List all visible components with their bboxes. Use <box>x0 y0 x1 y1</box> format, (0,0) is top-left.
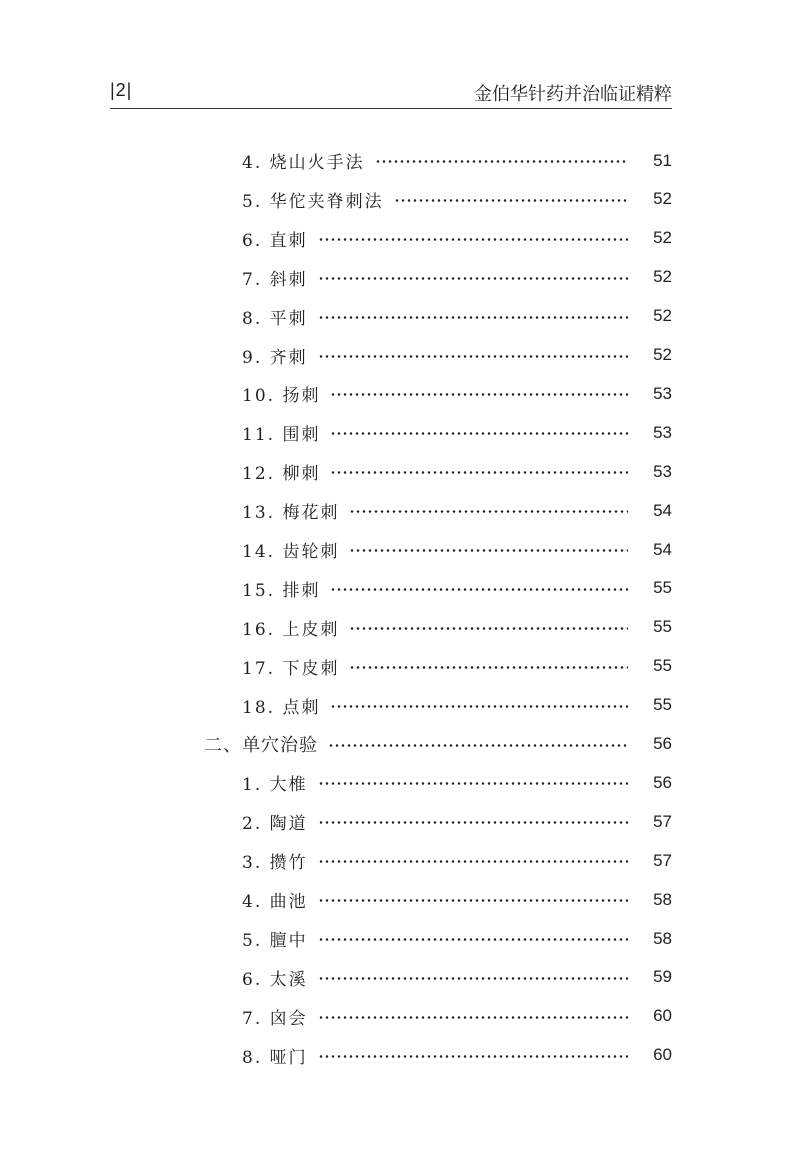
toc-entry-title: 1. 大椎 <box>242 775 308 796</box>
toc-entry[interactable] <box>242 880 672 919</box>
dot-leader <box>328 744 628 747</box>
toc-entry[interactable] <box>242 141 672 180</box>
toc-entry[interactable] <box>242 608 672 647</box>
dot-leader <box>349 510 628 513</box>
toc-entry[interactable] <box>242 919 672 958</box>
toc-page-number: 60 <box>653 1045 672 1065</box>
toc-page-number: 55 <box>653 578 672 598</box>
toc-entry-title: 18. 点刺 <box>242 697 321 718</box>
toc-entry-title: 二、单穴治验 <box>204 735 318 756</box>
toc-entry-title: 4. 曲池 <box>242 892 308 913</box>
dot-leader <box>318 782 628 785</box>
toc-page-number: 58 <box>653 889 672 909</box>
toc-entry-title: 6. 直刺 <box>242 230 308 251</box>
toc-entry-title: 2. 陶道 <box>242 814 308 835</box>
toc-entry-title: 5. 华佗夹脊刺法 <box>242 191 384 212</box>
toc-entry-title: 7. 囟会 <box>242 1008 308 1029</box>
dot-leader <box>318 316 628 319</box>
toc-section-heading[interactable] <box>204 725 672 764</box>
toc-page-number: 52 <box>653 306 672 326</box>
toc-entry[interactable] <box>242 413 672 452</box>
toc-page-number: 60 <box>653 1006 672 1026</box>
toc-entry[interactable] <box>242 569 672 608</box>
dot-leader <box>349 666 628 669</box>
toc-page-number: 56 <box>653 734 672 753</box>
toc-page-number: 55 <box>653 656 672 676</box>
toc-entry-title: 4. 烧山火手法 <box>242 153 365 173</box>
dot-leader <box>349 549 628 552</box>
dot-leader <box>318 355 628 358</box>
toc-entry[interactable] <box>242 452 672 491</box>
toc-page-number: 55 <box>653 617 672 637</box>
toc-page-number: 54 <box>653 539 672 559</box>
toc-page-number: 52 <box>653 189 672 209</box>
dot-leader <box>318 821 628 824</box>
toc-entry-title: 8. 哑门 <box>242 1047 308 1068</box>
toc-page-number: 53 <box>653 422 672 442</box>
dot-leader <box>394 199 628 202</box>
toc-entry-title: 16. 上皮刺 <box>242 619 340 640</box>
toc-entry-title: 12. 柳刺 <box>242 464 321 485</box>
dot-leader <box>318 277 628 280</box>
toc-entry[interactable] <box>242 219 672 258</box>
toc-entry-title: 9. 齐刺 <box>242 347 308 368</box>
toc-page-number: 59 <box>653 967 672 987</box>
toc-entry-title: 7. 斜刺 <box>242 269 308 290</box>
toc-entry[interactable] <box>242 336 672 375</box>
book-title: 金伯华针药并治临证精粹 <box>474 84 672 105</box>
toc-page-number: 57 <box>653 811 672 831</box>
toc-entry-title: 6. 太溪 <box>242 969 308 990</box>
toc-page-number: 53 <box>653 383 672 403</box>
toc-page-number: 58 <box>653 928 672 948</box>
page-header <box>110 72 672 109</box>
toc-page-number: 51 <box>653 150 672 170</box>
toc-entry-title: 5. 膻中 <box>242 931 308 951</box>
toc-page-number: 57 <box>653 850 672 870</box>
toc-entry[interactable] <box>242 763 672 802</box>
toc-entry[interactable] <box>242 530 672 569</box>
toc-entry-title: 8. 平刺 <box>242 308 308 329</box>
toc-entry-title: 11. 围刺 <box>242 425 321 446</box>
toc-entry[interactable] <box>242 997 672 1036</box>
dot-leader <box>330 588 628 591</box>
toc-entry[interactable] <box>242 686 672 725</box>
toc-entry[interactable] <box>242 1036 672 1075</box>
dot-leader <box>318 1016 628 1019</box>
toc-entry-title: 17. 下皮刺 <box>242 658 340 679</box>
toc-page-number: 53 <box>653 461 672 481</box>
toc-page-number: 52 <box>653 267 672 287</box>
toc-page-number: 52 <box>653 345 672 364</box>
toc-entry-title: 13. 梅花刺 <box>242 503 340 524</box>
toc-entry[interactable] <box>242 297 672 336</box>
toc-entry[interactable] <box>242 258 672 297</box>
toc-entry[interactable] <box>242 647 672 686</box>
toc-page-number: 54 <box>653 500 672 520</box>
toc-entry[interactable] <box>242 958 672 997</box>
toc-entry-title: 15. 排刺 <box>242 580 321 601</box>
dot-leader <box>318 977 628 980</box>
dot-leader <box>318 899 628 902</box>
dot-leader <box>330 471 628 474</box>
toc-entry[interactable] <box>242 841 672 880</box>
dot-leader <box>330 432 628 435</box>
page-number: |2| <box>110 80 133 100</box>
dot-leader <box>330 705 628 708</box>
toc-page-number: 55 <box>653 695 672 715</box>
dot-leader <box>318 860 628 863</box>
dot-leader <box>318 238 628 241</box>
toc-entry[interactable] <box>242 802 672 841</box>
toc-entry[interactable] <box>242 491 672 530</box>
toc-entry-title: 10. 扬刺 <box>242 386 321 407</box>
dot-leader <box>375 160 628 163</box>
toc-entry[interactable] <box>242 374 672 413</box>
dot-leader <box>349 627 628 630</box>
toc-entry[interactable] <box>242 180 672 219</box>
toc-page-number: 56 <box>653 772 672 792</box>
dot-leader <box>318 1055 628 1058</box>
dot-leader <box>330 393 628 396</box>
dot-leader <box>318 938 628 941</box>
toc-page-number: 52 <box>653 228 672 248</box>
toc-entry-title: 14. 齿轮刺 <box>242 542 340 562</box>
toc-entry-title: 3. 攒竹 <box>242 853 308 874</box>
